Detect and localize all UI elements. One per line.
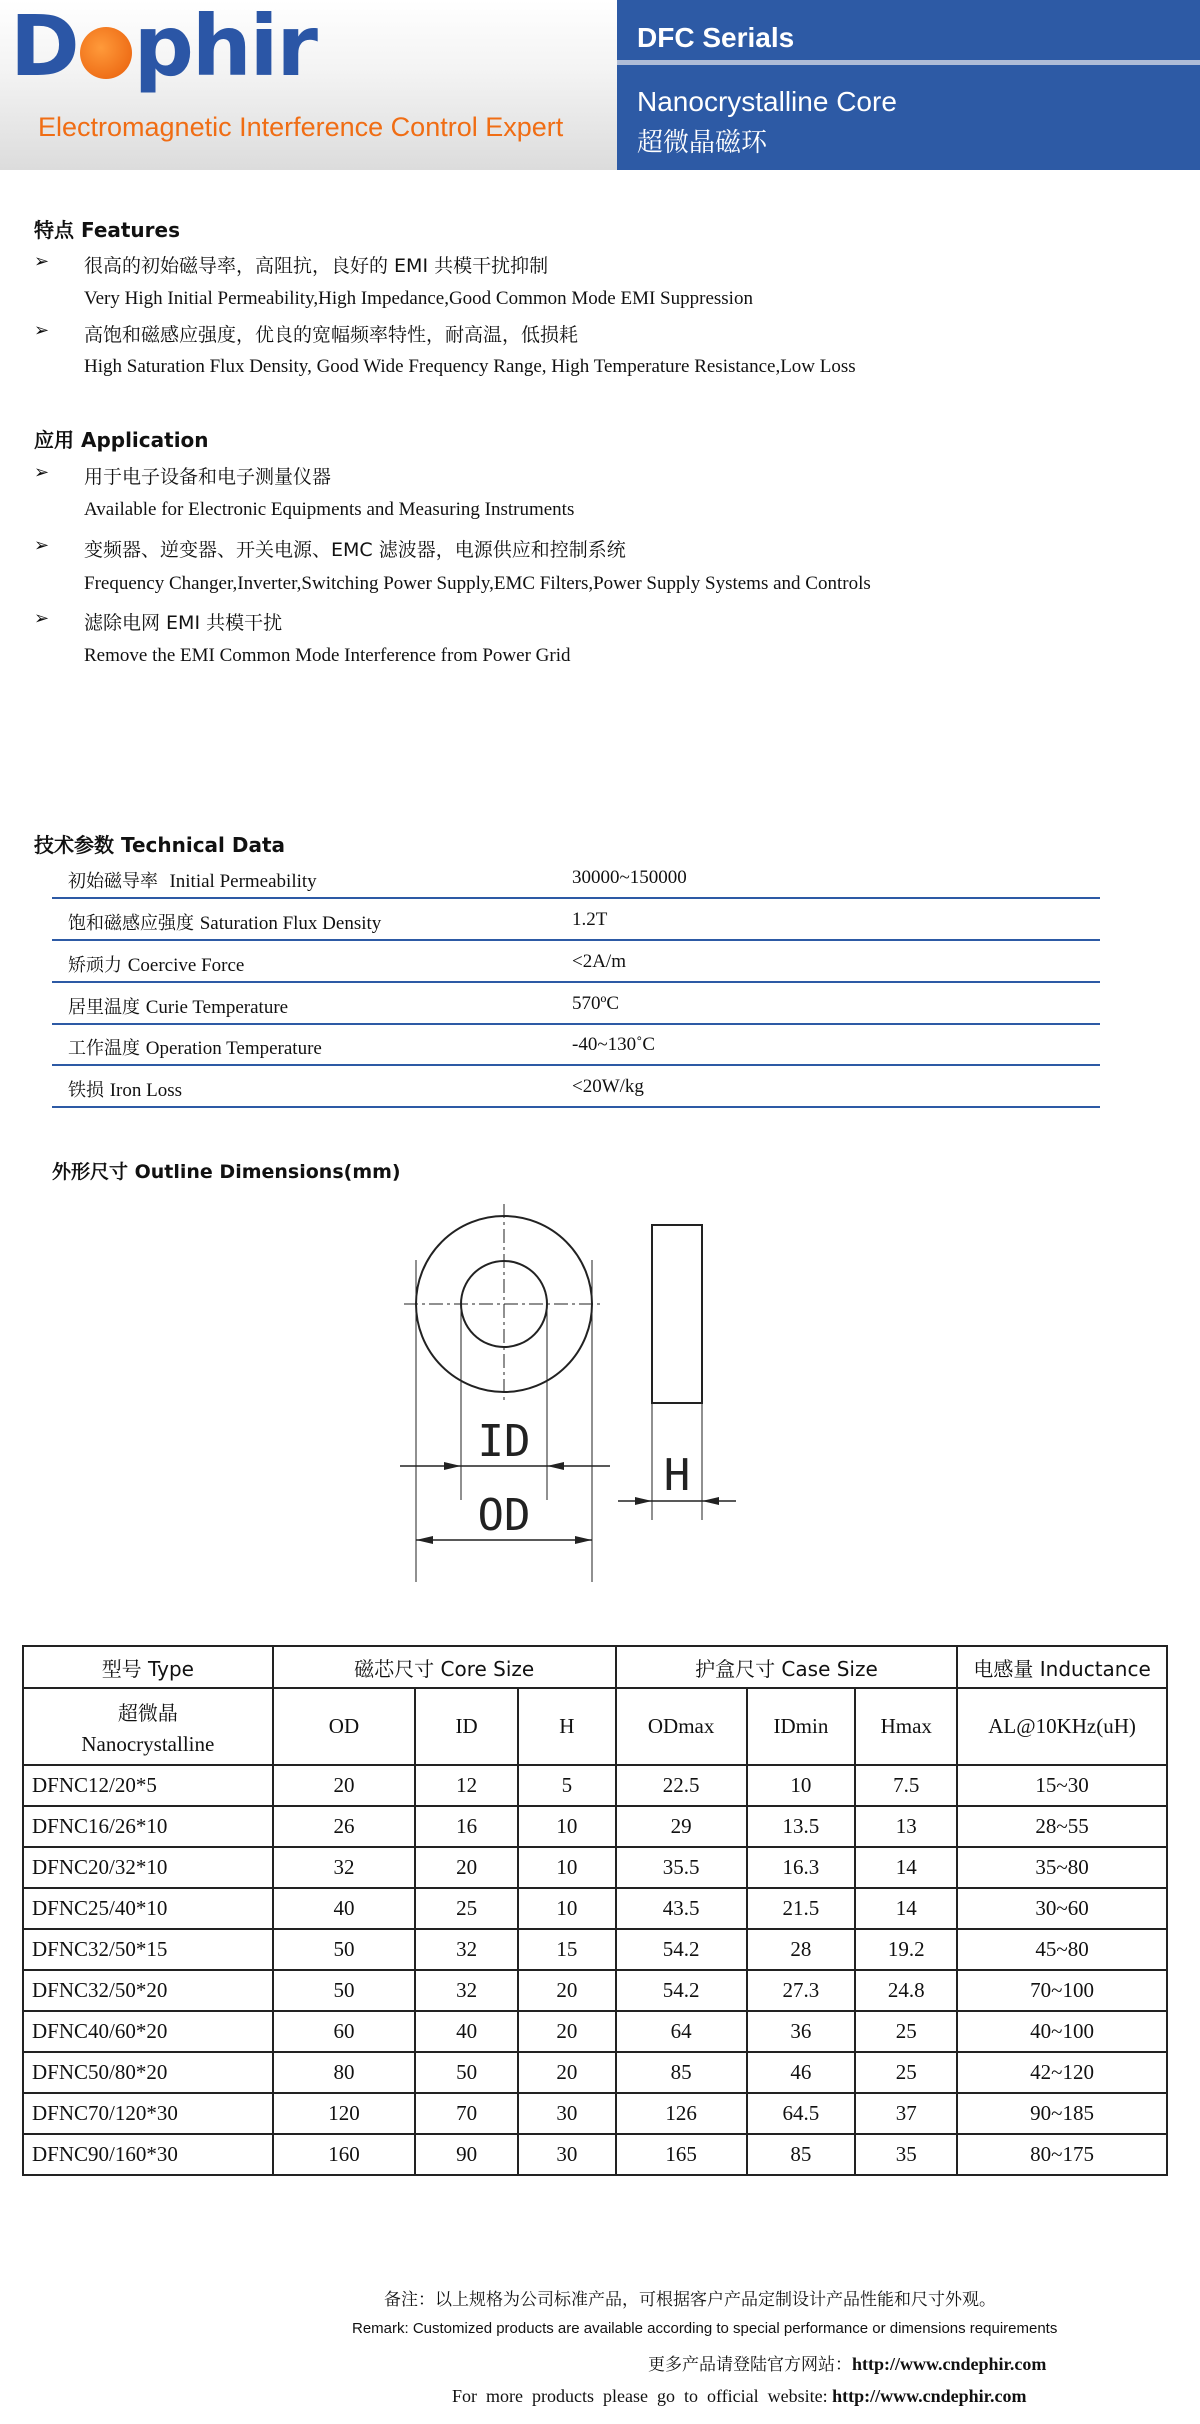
brand-logo: D phir [10,0,316,95]
cell-id: 70 [415,2093,518,2134]
cell-odmax: 85 [616,2052,747,2093]
bullet-arrow-icon: ➢ [34,320,50,341]
cell-od: 32 [273,1847,416,1888]
cell-model: DFNC40/60*20 [23,2011,273,2052]
application-item-cn: 滤除电网 EMI 共模干扰 [84,612,283,634]
subheader-id: ID [415,1688,518,1765]
cell-idmin: 46 [747,2052,856,2093]
header-inductance: 电感量 Inductance [957,1646,1167,1688]
cell-hmax: 13 [855,1806,957,1847]
id-label: ID [477,1416,531,1467]
cell-od: 80 [273,2052,416,2093]
footer-url-link[interactable]: http://www.cndephir.com [852,2354,1047,2374]
bullet-arrow-icon: ➢ [34,462,50,483]
tech-param [68,951,244,977]
tech-value: <2A/m [572,951,626,972]
header-core-size: 磁芯尺寸 Core Size [273,1646,616,1688]
cell-al: 80~175 [957,2134,1167,2175]
table-row [23,1806,1167,1847]
cell-al: 90~185 [957,2093,1167,2134]
cell-od: 60 [273,2011,416,2052]
feature-item-en: High Saturation Flux Density, Good Wide Frequency Range, High Temperature Resistance,Low Loss [84,356,856,377]
subheader-type [23,1688,273,1765]
cell-hmax: 7.5 [855,1765,957,1806]
cell-al: 40~100 [957,2011,1167,2052]
tech-value: -40~130˚C [572,1034,656,1055]
cell-h: 30 [518,2093,616,2134]
cell-al: 15~30 [957,1765,1167,1806]
page-header [0,0,1200,170]
feature-item-cn: 很高的初始磁导率，高阻抗，良好的 EMI 共模干扰抑制 [84,255,549,277]
cell-idmin: 85 [747,2134,856,2175]
cell-od: 120 [273,2093,416,2134]
footer-more-cn: 更多产品请登陆官方网站： [648,2355,852,2375]
cell-hmax: 14 [855,1888,957,1929]
tech-param-en: Coercive Force [127,955,245,976]
cell-odmax: 64 [616,2011,747,2052]
tech-param [68,1034,322,1060]
cell-odmax: 54.2 [616,1970,747,2011]
cell-model: DFNC70/120*30 [23,2093,273,2134]
application-item-en: Available for Electronic Equipments and Measuring Instruments [84,499,575,520]
cell-od: 26 [273,1806,416,1847]
footer-more-en: For more products please go to official website: [452,2386,828,2406]
tech-row [52,1066,1100,1108]
cell-odmax: 54.2 [616,1929,747,1970]
subheader-hmax: Hmax [855,1688,957,1765]
cell-model: DFNC50/80*20 [23,2052,273,2093]
cell-odmax: 29 [616,1806,747,1847]
tech-row [52,857,1100,899]
cell-hmax: 14 [855,1847,957,1888]
tech-param-cn: 矫顽力 [68,955,122,976]
subheader-odmax: ODmax [616,1688,747,1765]
product-name-cn: 超微晶磁环 [637,128,768,158]
table-header-row [23,1646,1167,1688]
application-title: 应用 Application [34,428,209,452]
footer-website-line-cn [648,2350,1046,2375]
table-row [23,1765,1167,1806]
cell-al: 30~60 [957,1888,1167,1929]
cell-al: 70~100 [957,1970,1167,2011]
cell-hmax: 19.2 [855,1929,957,1970]
core-side-view [652,1225,702,1403]
cell-idmin: 64.5 [747,2093,856,2134]
cell-idmin: 21.5 [747,1888,856,1929]
subheader-od: OD [273,1688,416,1765]
tech-value: 570ºC [572,993,620,1014]
tech-value: 1.2T [572,909,608,930]
cell-al: 45~80 [957,1929,1167,1970]
cell-model: DFNC16/26*10 [23,1806,273,1847]
cell-od: 50 [273,1929,416,1970]
table-row [23,1929,1167,1970]
tech-param-cn: 铁损 [68,1080,104,1101]
cell-hmax: 25 [855,2052,957,2093]
cell-h: 20 [518,1970,616,2011]
cell-id: 50 [415,2052,518,2093]
cell-od: 20 [273,1765,416,1806]
tech-param-en: Curie Temperature [145,997,289,1018]
cell-odmax: 22.5 [616,1765,747,1806]
cell-al: 42~120 [957,2052,1167,2093]
footer-website-line-en [452,2386,1026,2407]
spec-table-body [23,1765,1167,2175]
technical-title: 技术参数 Technical Data [34,833,286,857]
cell-model: DFNC90/160*30 [23,2134,273,2175]
cell-hmax: 37 [855,2093,957,2134]
header-type: 型号 Type [23,1646,273,1688]
tech-param-cn: 工作温度 [68,1038,140,1059]
cell-model: DFNC25/40*10 [23,1888,273,1929]
outline-title: 外形尺寸 Outline Dimensions(mm) [52,1161,401,1183]
cell-al: 28~55 [957,1806,1167,1847]
tech-param [68,993,288,1019]
header-divider [617,60,1200,65]
cell-od: 50 [273,1970,416,2011]
cell-h: 15 [518,1929,616,1970]
subheader-type-en: Nanocrystalline [81,1731,215,1756]
table-row [23,1888,1167,1929]
cell-id: 25 [415,1888,518,1929]
header-left-panel [0,0,617,170]
cell-idmin: 13.5 [747,1806,856,1847]
logo-orange-dot [80,27,132,79]
outline-drawing [400,1200,760,1590]
application-item-en: Frequency Changer,Inverter,Switching Power Supply,EMC Filters,Power Supply Systems and Controls [84,573,871,594]
header-right-panel [617,0,1200,170]
cell-id: 90 [415,2134,518,2175]
cell-al: 35~80 [957,1847,1167,1888]
cell-odmax: 126 [616,2093,747,2134]
cell-id: 32 [415,1929,518,1970]
tech-value: <20W/kg [572,1076,644,1097]
features-title: 特点 Features [34,218,181,242]
tech-param [68,909,381,935]
product-name-en: Nanocrystalline Core [637,86,897,117]
tech-param-en: Iron Loss [109,1080,183,1101]
cell-idmin: 10 [747,1765,856,1806]
table-row [23,1970,1167,2011]
cell-idmin: 27.3 [747,1970,856,2011]
tech-param-cn: 饱和磁感应强度 [68,913,194,934]
tech-param-en: Saturation Flux Density [199,913,382,934]
cell-h: 20 [518,2011,616,2052]
feature-item-cn: 高饱和磁感应强度，优良的宽幅频率特性，耐高温，低损耗 [84,324,579,346]
cell-odmax: 35.5 [616,1847,747,1888]
cell-h: 10 [518,1888,616,1929]
cell-idmin: 36 [747,2011,856,2052]
cell-model: DFNC12/20*5 [23,1765,273,1806]
cell-hmax: 24.8 [855,1970,957,2011]
table-subheader-row [23,1688,1167,1765]
cell-idmin: 16.3 [747,1847,856,1888]
cell-h: 30 [518,2134,616,2175]
feature-item-en: Very High Initial Permeability,High Impedance,Good Common Mode EMI Suppression [84,288,753,309]
tech-param [68,867,317,893]
od-label: OD [477,1490,531,1541]
subheader-type-cn: 超微晶 [117,1700,178,1725]
cell-id: 16 [415,1806,518,1847]
tech-param-cn: 居里温度 [68,997,140,1018]
brand-tagline: Electromagnetic Interference Control Expert [38,112,564,142]
tech-value: 30000~150000 [572,867,687,888]
cell-model: DFNC20/32*10 [23,1847,273,1888]
table-row [23,2011,1167,2052]
cell-h: 5 [518,1765,616,1806]
tech-param-en: Initial Permeability [169,871,317,892]
application-item-cn: 变频器、逆变器、开关电源、EMC 滤波器，电源供应和控制系统 [84,539,626,561]
cell-model: DFNC32/50*20 [23,1970,273,2011]
cell-od: 40 [273,1888,416,1929]
cell-h: 10 [518,1806,616,1847]
tech-row [52,899,1100,941]
footer-note-en: Remark: Customized products are available according to special performance or dimensions requirements [352,2320,1058,2337]
tech-param-cn: 初始磁导率 [68,871,158,892]
cell-h: 20 [518,2052,616,2093]
footer-url-link-en[interactable]: http://www.cndephir.com [832,2386,1027,2406]
table-row [23,2052,1167,2093]
subheader-idmin: IDmin [747,1688,856,1765]
tech-row [52,1024,1100,1066]
cell-id: 20 [415,1847,518,1888]
cell-hmax: 25 [855,2011,957,2052]
cell-hmax: 35 [855,2134,957,2175]
cell-h: 10 [518,1847,616,1888]
table-row [23,2134,1167,2175]
h-label: H [663,1450,691,1501]
spec-table [22,1645,1168,2176]
cell-id: 32 [415,1970,518,2011]
tech-row [52,983,1100,1025]
cell-model: DFNC32/50*15 [23,1929,273,1970]
table-row [23,2093,1167,2134]
subheader-h: H [518,1688,616,1765]
bullet-arrow-icon: ➢ [34,535,50,556]
cell-id: 40 [415,2011,518,2052]
application-item-en: Remove the EMI Common Mode Interference from Power Grid [84,645,571,666]
cell-id: 12 [415,1765,518,1806]
tech-param-en: Operation Temperature [145,1038,322,1059]
series-name: DFC Serials [637,22,795,53]
tech-param [68,1076,182,1102]
cell-odmax: 165 [616,2134,747,2175]
application-item-cn: 用于电子设备和电子测量仪器 [84,466,332,488]
cell-od: 160 [273,2134,416,2175]
cell-odmax: 43.5 [616,1888,747,1929]
tech-row [52,941,1100,983]
header-case-size: 护盒尺寸 Case Size [616,1646,957,1688]
cell-idmin: 28 [747,1929,856,1970]
subheader-al: AL@10KHz(uH) [957,1688,1167,1765]
table-row [23,1847,1167,1888]
bullet-arrow-icon: ➢ [34,251,50,272]
footer-note-cn: 备注：以上规格为公司标准产品，可根据客户产品定制设计产品性能和尺寸外观。 [384,2290,996,2310]
bullet-arrow-icon: ➢ [34,608,50,629]
